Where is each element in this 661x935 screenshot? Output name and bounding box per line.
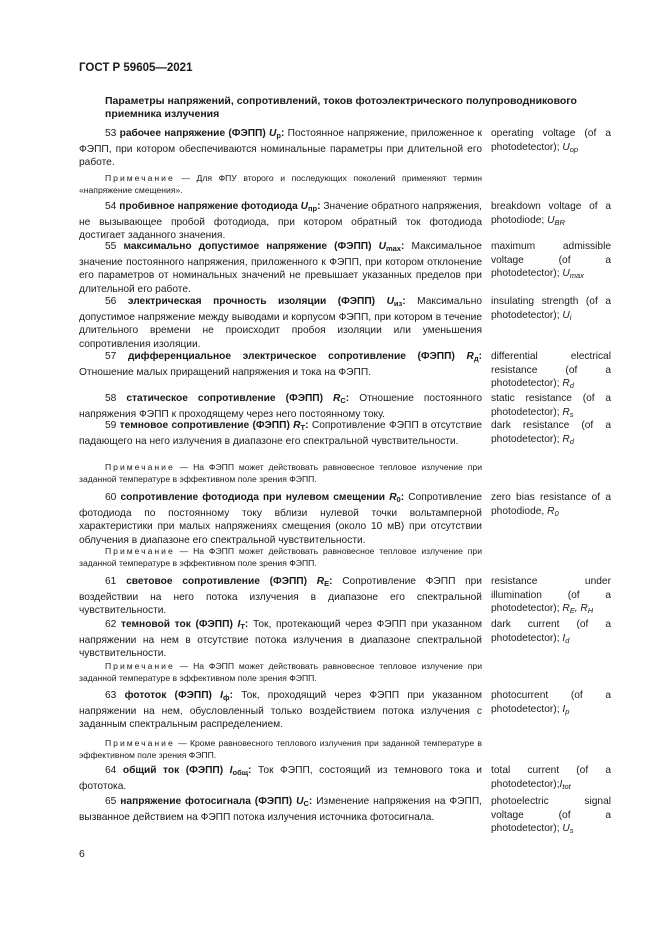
term-number: 64 xyxy=(105,765,117,776)
english-equivalent xyxy=(491,491,611,520)
term-note xyxy=(79,173,482,196)
english-symbol-subscript: tot xyxy=(562,781,571,791)
term-entry xyxy=(79,491,482,547)
term-number: 53 xyxy=(105,128,117,139)
term-number: 55 xyxy=(105,241,117,252)
term-symbol: U xyxy=(269,128,277,139)
english-symbol-extra-subscript: H xyxy=(587,606,594,616)
english-equivalent xyxy=(491,689,611,718)
english-symbol-subscript: max xyxy=(569,271,584,281)
english-symbol: U xyxy=(562,823,570,835)
note-label: Примечание xyxy=(105,661,175,671)
english-symbol-subscript: BR xyxy=(554,217,565,227)
note-text: — Для ФПУ второго и последующих поколений применяют термин «напряжение смещения». xyxy=(79,173,482,195)
english-symbol-subscript: p xyxy=(565,706,570,716)
term-colon: : xyxy=(400,241,405,252)
english-symbol-subscript: s xyxy=(569,826,574,836)
term-colon: : xyxy=(329,576,333,587)
term-number: 60 xyxy=(105,492,117,503)
term-symbol: R xyxy=(389,492,397,503)
term-entry xyxy=(79,127,482,170)
term-entry xyxy=(79,575,482,618)
english-symbol-subscript: d xyxy=(569,436,574,446)
english-term: resistance under illumination (of a photodetector); xyxy=(491,576,611,615)
english-equivalent xyxy=(491,200,611,229)
term-symbol-subscript: 0 xyxy=(396,495,401,504)
term-symbol-subscript: С xyxy=(303,799,309,808)
english-symbol-subscript: op xyxy=(569,144,579,154)
note-paragraph xyxy=(79,462,482,485)
english-term: breakdown voltage of a photodiode; xyxy=(491,201,611,226)
term-definition: Максимально допустимое напряжение между выводами и корпусом ФЭПП, при котором в течение длительного времени не происходит пробоя изоляции или уменьшения сопротивления изоляции. xyxy=(79,296,482,350)
note-text: — На ФЭПП может действовать равновесное тепловое излучение при заданной температуре в эффективном поле зрения ФЭПП. xyxy=(79,546,482,568)
english-term: total current (of a photodetector); xyxy=(491,765,611,790)
english-symbol-subscript: E xyxy=(569,606,575,616)
english-symbol: R xyxy=(562,603,570,615)
english-symbol-subscript: d xyxy=(569,381,574,391)
term-colon: : xyxy=(478,351,482,362)
term-entry xyxy=(79,200,482,243)
term-paragraph xyxy=(79,764,482,793)
term-number: 56 xyxy=(105,296,117,307)
term-name: дифференциальное электрическое сопротивление (ФЭПП) xyxy=(127,351,455,362)
english-equivalent xyxy=(491,240,611,283)
term-paragraph xyxy=(79,618,482,661)
term-symbol-subscript: р xyxy=(276,131,281,140)
term-colon: : xyxy=(244,619,249,630)
term-symbol: U xyxy=(300,201,309,212)
term-name: общий ток (ФЭПП) xyxy=(122,765,224,776)
term-name: статическое сопротивление (ФЭПП) xyxy=(126,393,323,404)
term-definition: Сопротивление ФЭПП при воздействии на него потока излучения в диапазоне его спектральной чувствительности. xyxy=(79,576,482,617)
term-name: световое сопротивление (ФЭПП) xyxy=(126,576,307,587)
term-paragraph xyxy=(79,392,482,421)
term-symbol-subscript: Е xyxy=(324,579,330,588)
english-symbol: I xyxy=(562,703,566,715)
term-symbol: R xyxy=(316,576,325,587)
term-definition: Ток, протекающий через ФЭПП при указанном напряжении на нем в отсутствие потока излучения в диапазоне спектральной чувствительности. xyxy=(79,619,482,660)
term-definition: Изменение напряжения на ФЭПП, вызванное действием на ФЭПП потока излучения источника фотосигнала. xyxy=(79,796,482,823)
term-paragraph xyxy=(79,491,482,547)
term-entry xyxy=(79,392,482,421)
english-equivalent xyxy=(491,795,611,838)
term-symbol: I xyxy=(237,619,241,630)
term-note xyxy=(79,661,482,684)
term-paragraph xyxy=(79,200,482,243)
term-number: 54 xyxy=(105,201,117,212)
term-paragraph xyxy=(79,419,482,448)
term-definition: Ток ФЭПП, состоящий из темнового тока и фототока. xyxy=(79,765,482,792)
term-paragraph xyxy=(79,689,482,732)
term-number: 59 xyxy=(105,420,117,431)
term-entry xyxy=(79,618,482,661)
term-name: напряжение фотосигнала (ФЭПП) xyxy=(120,796,293,807)
term-name: электрическая прочность изоляции (ФЭПП) xyxy=(127,296,376,307)
term-entry xyxy=(79,419,482,448)
english-term: operating voltage (of a photodetector); xyxy=(491,128,611,153)
english-symbol: U xyxy=(547,214,555,226)
english-equivalent xyxy=(491,350,611,393)
term-symbol-subscript: д xyxy=(473,354,479,363)
english-symbol: R xyxy=(562,378,570,390)
english-symbol: R xyxy=(562,406,570,418)
term-colon: : xyxy=(248,765,252,776)
note-label: Примечание xyxy=(105,173,175,183)
term-name: пробивное напряжение фотодиода xyxy=(119,201,298,212)
term-note xyxy=(79,738,482,761)
term-entry xyxy=(79,240,482,296)
term-paragraph xyxy=(79,240,482,296)
term-symbol-subscript: Т xyxy=(300,423,306,432)
term-symbol-subscript: Т xyxy=(240,622,245,631)
english-term: differential electrical resistance (of a photodetector); xyxy=(491,351,611,390)
english-term: maximum admissible voltage (of a photodetector); xyxy=(491,241,611,280)
term-entry xyxy=(79,689,482,732)
term-definition: Отношение малых приращений напряжения и тока на ФЭПП. xyxy=(79,366,371,378)
english-equivalent xyxy=(491,419,611,448)
term-symbol-subscript: общ xyxy=(232,768,249,777)
english-equivalent xyxy=(491,127,611,156)
document-header: ГОСТ Р 59605—2021 xyxy=(79,62,193,74)
term-name: темновое сопротивление (ФЭПП) xyxy=(119,420,290,431)
term-note xyxy=(79,546,482,569)
section-title: Параметры напряжений, сопротивлений, токов фотоэлектрического полупроводникового приемника излучения xyxy=(105,95,577,120)
term-number: 58 xyxy=(105,393,117,404)
term-definition: Сопротивление фотодиода по постоянному току вблизи нулевой точки вольтамперной характеристики при малых напряжениях смещения (около 10 мВ) при отсутствии облучения в диапазоне его спектральной чувствительности. xyxy=(79,492,482,546)
english-term: dark current (of a photodetector); xyxy=(491,619,611,644)
term-entry xyxy=(79,350,482,379)
term-entry xyxy=(79,795,482,824)
term-definition: Сопротивление ФЭПП в отсутствие падающего на него излучения в диапазоне его спектральной чувствительности. xyxy=(79,420,482,447)
term-symbol: R xyxy=(466,351,474,362)
note-paragraph xyxy=(79,546,482,569)
term-symbol: R xyxy=(293,420,301,431)
term-name: темновой ток (ФЭПП) xyxy=(120,619,233,630)
english-term: photocurrent (of a photodetector); xyxy=(491,690,611,715)
term-name: максимально допустимое напряжение (ФЭПП) xyxy=(123,241,372,252)
term-colon: : xyxy=(280,128,285,139)
english-symbol: I xyxy=(562,632,566,644)
term-definition: Ток, проходящий через ФЭПП при указанном напряжении на нем, обусловленный только воздействием потока излучения с заданным спектральным распределением. xyxy=(79,690,483,731)
term-name: рабочее напряжение (ФЭПП) xyxy=(119,128,266,139)
term-colon: : xyxy=(317,201,321,212)
term-paragraph xyxy=(79,295,482,351)
term-paragraph xyxy=(79,575,482,618)
english-equivalent xyxy=(491,618,611,647)
term-definition: Постоянное напряжение, приложенное к ФЭПП, при котором обеспечиваются номинальные параметры при длительной его работе. xyxy=(79,128,482,169)
term-colon: : xyxy=(308,796,313,807)
term-entry xyxy=(79,764,482,793)
term-number: 57 xyxy=(105,351,117,362)
term-definition: Значение обратного напряжения, не вызывающее пробой фотодиода, при котором обратный ток фотодиода достигает заданного значения. xyxy=(79,201,482,242)
term-colon: : xyxy=(402,296,406,307)
english-symbol: I xyxy=(559,778,563,790)
term-paragraph xyxy=(79,350,482,379)
term-symbol: I xyxy=(229,765,233,776)
note-text: — Кроме равновесного теплового излучения при заданной температуре в эффективном поле зрения ФЭПП. xyxy=(79,738,482,760)
page-number: 6 xyxy=(79,848,85,860)
english-symbol: U xyxy=(562,268,570,280)
term-paragraph xyxy=(79,795,482,824)
term-entry xyxy=(79,295,482,351)
term-note xyxy=(79,462,482,485)
term-symbol-subscript: пр xyxy=(308,204,318,213)
term-number: 62 xyxy=(105,619,117,630)
english-term: insulating strength (of a photodetector); xyxy=(491,296,611,321)
english-symbol-subscript: s xyxy=(569,409,574,419)
term-colon: : xyxy=(305,420,309,431)
term-symbol-subscript: max xyxy=(385,244,401,253)
note-paragraph xyxy=(79,738,482,761)
english-term: static resistance (of a photodetector); xyxy=(491,393,611,418)
term-definition: Отношение постоянного напряжения ФЭПП к проходящему через него постоянному току. xyxy=(79,393,482,420)
note-paragraph xyxy=(79,661,482,684)
english-symbol-subscript: 0 xyxy=(554,508,559,518)
term-definition: Максимальное значение постоянного напряжения, приложенного к ФЭПП, при котором отклонение его параметров от номинальных значений не превышает указанных пределов при длительной его работе. xyxy=(79,241,482,295)
term-colon: : xyxy=(229,690,233,701)
term-number: 61 xyxy=(105,576,117,587)
english-equivalent xyxy=(491,392,611,421)
english-symbol: R xyxy=(547,505,555,517)
term-symbol: U xyxy=(378,241,386,252)
term-number: 63 xyxy=(105,690,117,701)
term-colon: : xyxy=(400,492,405,503)
term-symbol-subscript: ф xyxy=(223,693,230,702)
term-symbol: U xyxy=(296,796,304,807)
english-term: photoelectric signal voltage (of a photodetector); xyxy=(491,796,611,835)
term-name: сопротивление фотодиода при нулевом смещении xyxy=(120,492,386,503)
note-label: Примечание xyxy=(105,546,175,556)
english-symbol: R xyxy=(562,433,570,445)
note-paragraph xyxy=(79,173,482,196)
english-equivalent xyxy=(491,295,611,324)
english-equivalent xyxy=(491,575,611,618)
term-symbol: I xyxy=(220,690,224,701)
term-symbol: U xyxy=(386,296,394,307)
term-name: фототок (ФЭПП) xyxy=(124,690,212,701)
note-label: Примечание xyxy=(105,738,175,748)
english-term: zero bias resistance of a photodiode, xyxy=(491,492,611,517)
english-symbol: U xyxy=(562,309,570,321)
english-equivalent xyxy=(491,764,611,793)
term-symbol: R xyxy=(333,393,341,404)
english-symbol-subscript: i xyxy=(569,312,572,322)
english-symbol-extra: , R xyxy=(574,603,588,615)
term-paragraph xyxy=(79,127,482,170)
term-symbol-subscript: из xyxy=(393,299,403,308)
english-symbol: U xyxy=(562,141,570,153)
term-colon: : xyxy=(345,393,350,404)
note-text: — На ФЭПП может действовать равновесное тепловое излучение при заданной температуре в эффективном поле зрения ФЭПП. xyxy=(79,462,482,484)
term-symbol-subscript: С xyxy=(340,396,346,405)
note-label: Примечание xyxy=(105,462,175,472)
note-text: — На ФЭПП может действовать равновесное тепловое излучение при заданной температуре в эффективном поле зрения ФЭПП. xyxy=(79,661,482,683)
english-term: dark resistance (of a photodetector); xyxy=(491,420,611,445)
term-number: 65 xyxy=(105,796,117,807)
english-symbol-subscript: d xyxy=(565,635,570,645)
